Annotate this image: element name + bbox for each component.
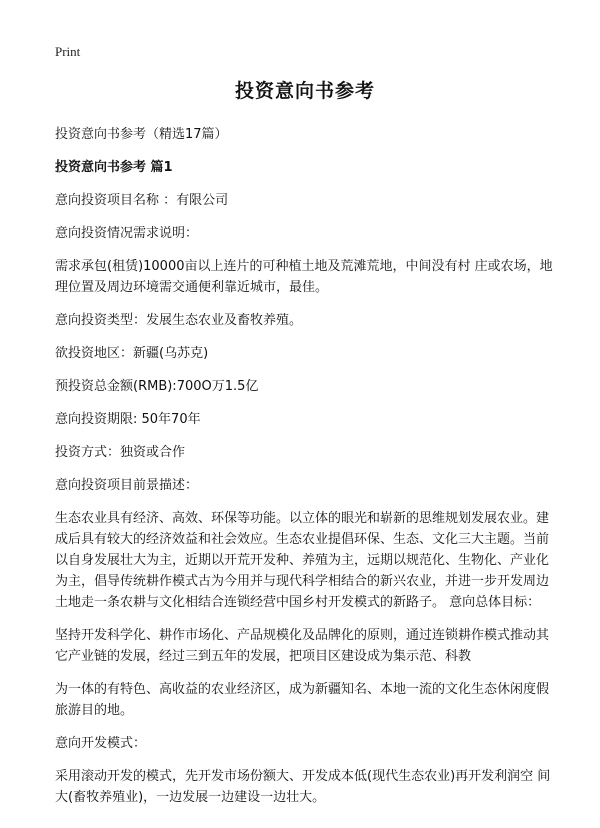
document-body — [55, 76, 555, 820]
investment-region-line: 欲投资地区：新疆(乌苏克) — [55, 346, 209, 361]
prospect-heading: 意向投资项目前景描述： — [55, 478, 199, 493]
goal-text-continued: 为一体的有特色、高收益的农业经济区，成为新疆知名、本地一流的文化生态休闲度假 旅游目的地。 — [55, 682, 550, 718]
demand-description-heading: 意向投资情况需求说明： — [55, 226, 199, 241]
document-title: 投资意向书参考 — [234, 80, 375, 102]
development-mode-heading: 意向开发模式： — [55, 736, 147, 751]
section-heading: 投资意向书参考 篇1 — [55, 160, 173, 175]
investment-method-line: 投资方式：独资或合作 — [55, 445, 186, 460]
prospect-text: 生态农业具有经济、高效、环保等功能。以立体的眼光和崭新的思维规划发展农业。建 成后具有较大的经济效益和社会效应。生态农业提倡环保、生态、文化三大主题。当前 以自身发展壮大为主，近期以开荒开发种、养殖为主，远期以规范化、生物化、产业化 为主，倡导传统耕作模式古为今用并与现代科学相结合的新兴农业，并进一步开发周边 土地走一条农耕与文化相结合连锁经营中国乡村开发模式的新路子。 意向总体目标： — [55, 511, 550, 610]
demand-description-text: 需求承包(租赁)10000亩以上连片的可种植土地及荒滩荒地，中间没有村 庄或农场，地理位置及周边环境需交通便利靠近城市，最佳。 — [55, 259, 553, 295]
investment-type-line: 意向投资类型：发展生态农业及畜牧养殖。 — [55, 313, 303, 328]
document-subtitle: 投资意向书参考（精选17篇） — [55, 127, 228, 142]
project-name-line: 意向投资项目名称 ：有限公司 — [55, 193, 229, 208]
investment-period-line: 意向投资期限: 50年70年 — [55, 412, 201, 427]
development-mode-text: 采用滚动开发的模式，先开发市场份额大、开发成本低(现代生态农业)再开发利润空 间大(畜牧养殖业)，一边发展一边建设一边壮大。 — [55, 769, 551, 805]
print-link[interactable]: Print — [55, 44, 81, 59]
investment-amount-line: 预投资总金额(RMB):700O万1.5亿 — [55, 379, 259, 394]
goal-text: 坚持开发科学化、耕作市场化、产品规模化及品牌化的原则，通过连锁耕作模式推动其 它产业链的发展，经过三到五年的发展，把项目区建设成为集示范、科教 — [55, 628, 550, 664]
